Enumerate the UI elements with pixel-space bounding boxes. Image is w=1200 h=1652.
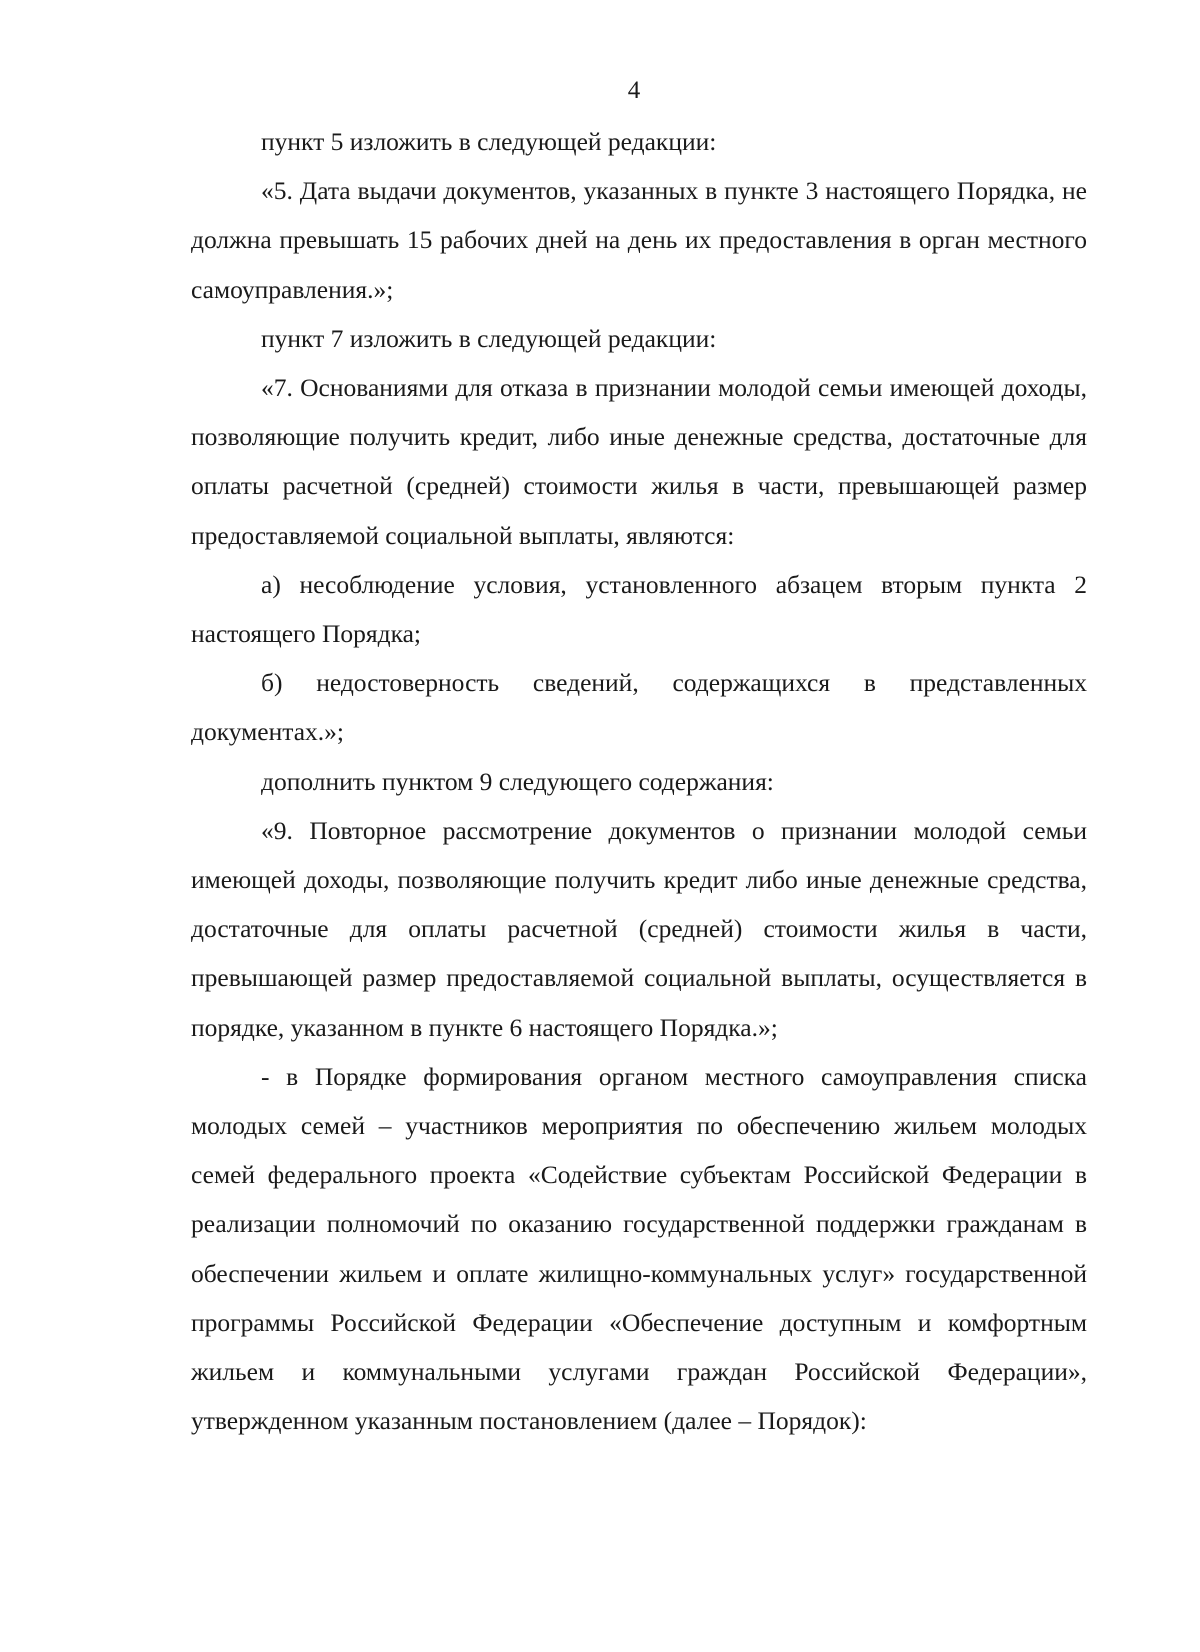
paragraph-item-9-text: «9. Повторное рассмотрение документов о признании молодой семьи имеющей доходы, позволяющие получить кредит либо иные денежные средства, достаточные для оплаты расчетной (средней) стоимости жилья в части, превышающей размер предоставляемой социальной выплаты, осуществляется в порядке, указанном в пункте 6 настоящего Порядка.»; <box>191 815 1087 1042</box>
document-body <box>191 117 1087 1445</box>
page-number: 4 <box>627 77 641 104</box>
paragraph-subitem-a: а) несоблюдение условия, установленного абзацем вторым пункта 2 настоящего Порядка; <box>191 569 1087 649</box>
paragraph-item-5-heading: пункт 5 изложить в следующей редакции: <box>261 127 717 156</box>
paragraph-item-7-heading: пункт 7 изложить в следующей редакции: <box>261 323 717 353</box>
paragraph-item-9-heading: дополнить пунктом 9 следующего содержания: <box>261 766 774 796</box>
paragraph-procedure-list: - в Порядке формирования органом местного самоуправления списка молодых семей – участников мероприятия по обеспечению жильем молодых семей федерального проекта «Содействие субъектам Российской Федерации в реализации полномочий по оказанию государственной поддержки гражданам в обеспечении жильем и оплате жилищно-коммунальных услуг» государственной программы Российской Федерации «Обеспечение доступным и комфортным жильем и коммунальными услугами граждан Российской Федерации», утвержденном указанным постановлением (далее – Порядок): <box>191 1061 1087 1436</box>
paragraph-subitem-b: б) недостоверность сведений, содержащихся в представленных документах.»; <box>191 668 1087 747</box>
paragraph-item-7-text: «7. Основаниями для отказа в признании молодой семьи имеющей доходы, позволяющие получить кредит, либо иные денежные средства, достаточные для оплаты расчетной (средней) стоимости жилья в части, превышающей размер предоставляемой социальной выплаты, являются: <box>191 373 1087 550</box>
paragraph-item-5-text: «5. Дата выдачи документов, указанных в пункте 3 настоящего Порядка, не должна превышать 15 рабочих дней на день их предоставления в орган местного самоуправления.»; <box>191 176 1087 304</box>
